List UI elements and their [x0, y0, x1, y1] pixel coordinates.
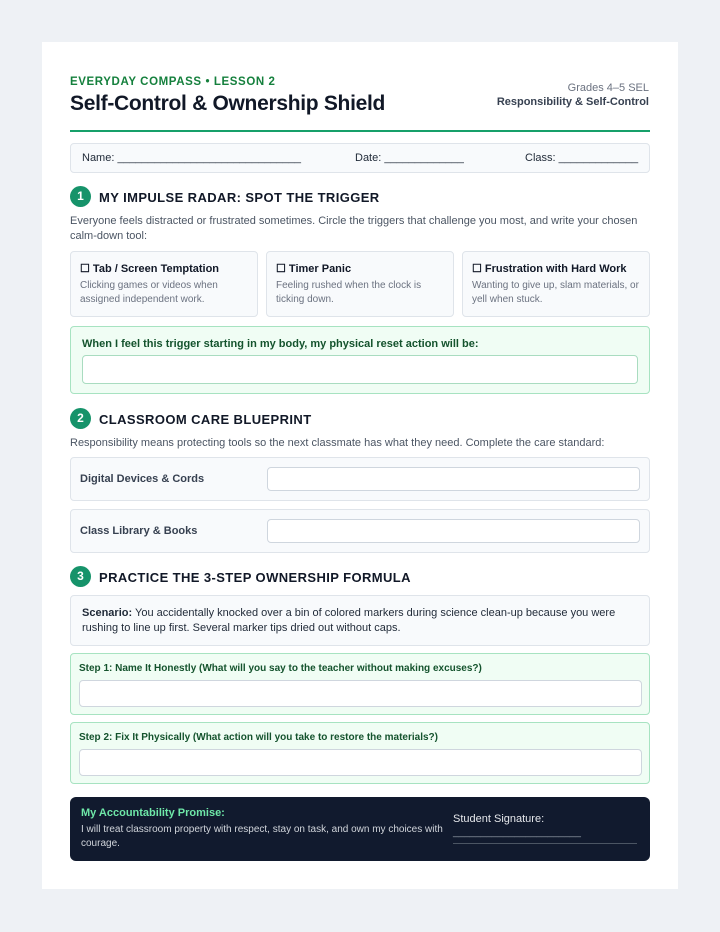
step-2-label: Step 2: Fix It Physically (What action will you take to restore the materials?)	[79, 732, 438, 743]
step-1-label: Step 1: Name It Honestly (What will you say to the teacher without making excuses?)	[79, 663, 482, 674]
section-1-intro: Everyone feels distracted or frustrated sometimes. Circle the triggers that challenge you most, and write your chosen calm-down tool:	[70, 215, 638, 242]
trigger-card-desc: Feeling rushed when the clock is ticking down.	[276, 280, 422, 305]
signature-line[interactable]: _______________________	[453, 827, 581, 838]
trigger-card-title: ☐ Timer Panic	[276, 263, 352, 275]
accountability-promise-panel	[70, 797, 650, 861]
scenario-box	[70, 595, 650, 646]
trigger-card-desc: Clicking games or videos when assigned independent work.	[80, 280, 218, 305]
worksheet-page	[42, 42, 678, 889]
care-row-library	[70, 509, 650, 553]
scenario-body: You accidentally knocked over a bin of colored markers during science clean-up because you were rushing to line up first. Several marker tips dried out without caps.	[82, 607, 616, 634]
signature-divider	[453, 843, 637, 844]
step-1-input[interactable]	[79, 680, 642, 707]
trigger-card-desc: Wanting to give up, slam materials, or yell when stuck.	[472, 280, 639, 305]
care-row-label: Digital Devices & Cords	[80, 473, 205, 485]
promise-title: My Accountability Promise:	[81, 807, 225, 819]
class-field[interactable]: Class: _____________	[525, 152, 639, 164]
lesson-kicker: EVERYDAY COMPASS • LESSON 2	[70, 76, 276, 88]
care-standard-input[interactable]	[267, 519, 640, 543]
trigger-card-frustration[interactable]	[462, 251, 650, 317]
trigger-card-title: ☐ Frustration with Hard Work	[472, 263, 627, 275]
reset-action-input[interactable]	[82, 355, 638, 384]
reset-action-label: When I feel this trigger starting in my body, my physical reset action will be:	[82, 338, 479, 350]
care-row-label: Class Library & Books	[80, 525, 198, 537]
grade-level: Grades 4–5 SEL	[567, 82, 649, 94]
date-field[interactable]: Date: _____________	[355, 152, 464, 164]
name-field[interactable]: Name: ______________________________	[82, 152, 301, 164]
section-2-title: CLASSROOM CARE BLUEPRINT	[99, 412, 312, 427]
section-3-number: 3	[70, 566, 91, 587]
header-divider	[70, 130, 650, 132]
reset-action-box	[70, 326, 650, 394]
section-1-title: MY IMPULSE RADAR: SPOT THE TRIGGER	[99, 190, 380, 205]
step-1-box	[70, 653, 650, 715]
trigger-card-title: ☐ Tab / Screen Temptation	[80, 263, 220, 275]
section-2-number: 2	[70, 408, 91, 429]
student-info-bar	[70, 143, 650, 173]
subject-tag: Responsibility & Self-Control	[496, 96, 649, 108]
scenario-text	[82, 606, 638, 636]
section-2-intro: Responsibility means protecting tools so the next classmate has what they need. Complete the care standard:	[70, 437, 605, 449]
scenario-label: Scenario:	[82, 607, 133, 619]
page-title: Self-Control & Ownership Shield	[70, 92, 386, 115]
trigger-card-screen[interactable]	[70, 251, 258, 317]
section-1-number: 1	[70, 186, 91, 207]
section-3-title: PRACTICE THE 3-STEP OWNERSHIP FORMULA	[99, 570, 411, 585]
signature-label: Student Signature:	[453, 813, 545, 825]
care-standard-input[interactable]	[267, 467, 640, 491]
promise-text: I will treat classroom property with respect, stay on task, and own my choices with courage.	[81, 824, 443, 849]
trigger-card-timer[interactable]	[266, 251, 454, 317]
care-row-devices	[70, 457, 650, 501]
step-2-input[interactable]	[79, 749, 642, 776]
step-2-box	[70, 722, 650, 784]
